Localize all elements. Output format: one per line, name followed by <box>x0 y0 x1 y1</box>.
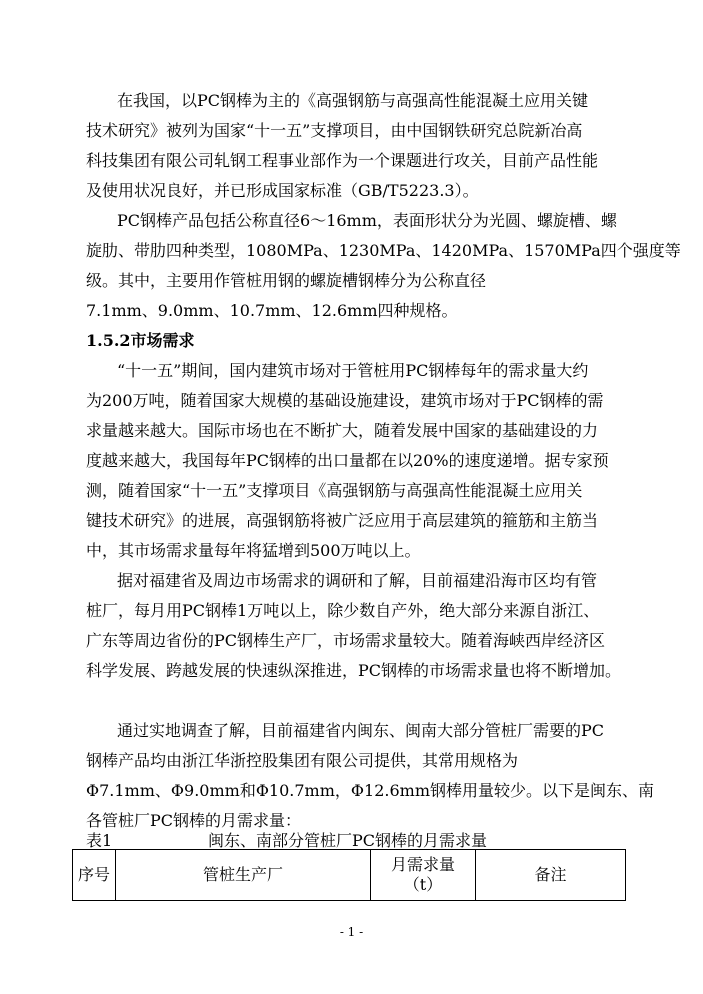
paragraph-2-line-2: 旋肋、带肋四种类型，1080MPa、1230MPa、1420MPa、1570MPa四个强度等 <box>86 241 681 260</box>
paragraph-3-line-3: 求量越来越大。国际市场也在不断扩大，随着发展中国家的基础建设的力 <box>86 421 599 440</box>
table-label: 表1 <box>86 831 113 850</box>
table-header-row <box>73 850 626 901</box>
page-number: - 1 - <box>339 925 364 939</box>
paragraph-2-line-1: PC钢棒产品包括公称直径6～16mm，表面形状分为光圆、螺旋槽、螺 <box>117 211 617 230</box>
demand-table <box>72 849 626 901</box>
paragraph-2-line-4: 7.1mm、9.0mm、10.7mm、12.6mm四种规格。 <box>86 301 458 320</box>
table-header-line: 月需求量 <box>390 855 455 874</box>
paragraph-4-line-3: 广东等周边省份的PC钢棒生产厂，市场需求量较大。随着海峡西岸经济区 <box>86 631 606 650</box>
paragraph-4-line-1: 据对福建省及周边市场需求的调研和了解，目前福建沿海市区均有管 <box>117 571 598 590</box>
table-header-line: （t） <box>403 875 443 894</box>
table-header-cell: 序号 <box>73 850 116 901</box>
table-caption: 闽东、南部分管桩厂PC钢棒的月需求量 <box>208 831 488 850</box>
paragraph-5-line-2: 钢棒产品均由浙江华浙控股集团有限公司提供，其常用规格为 <box>86 751 519 770</box>
paragraph-5-line-3: Φ7.1mm、Φ9.0mm和Φ10.7mm，Φ12.6mm钢棒用量较少。以下是闽东、南 <box>86 781 654 800</box>
paragraph-1-line-3: 科技集团有限公司轧钢工程事业部作为一个课题进行攻关，目前产品性能 <box>86 151 599 170</box>
paragraph-4-line-4: 科学发展、跨越发展的快速纵深推进，PC钢棒的市场需求量也将不断增加。 <box>86 661 622 680</box>
paragraph-5-line-1: 通过实地调查了解，目前福建省内闽东、闽南大部分管桩厂需要的PC <box>117 721 605 740</box>
paragraph-3-line-4: 度越来越大，我国每年PC钢棒的出口量都在以20%的速度递增。据专家预 <box>86 451 609 470</box>
table-header-cell: 管桩生产厂 <box>116 850 371 901</box>
paragraph-3-line-7: 中，其市场需求量每年将猛增到500万吨以上。 <box>86 541 421 560</box>
paragraph-1-line-1: 在我国，以PC钢棒为主的《高强钢筋与高强高性能混凝土应用关键 <box>117 91 589 110</box>
section-heading: 1.5.2市场需求 <box>86 331 195 350</box>
paragraph-5-line-4: 各管桩厂PC钢棒的月需求量： <box>86 811 302 830</box>
paragraph-3-line-5: 测，随着国家“十一五”支撑项目《高强钢筋与高强高性能混凝土应用关 <box>86 481 583 500</box>
paragraph-1-line-2: 技术研究》被列为国家“十一五”支撑项目，由中国钢铁研究总院新冶高 <box>86 121 583 140</box>
paragraph-3-line-6: 键技术研究》的进展，高强钢筋将被广泛应用于高层建筑的箍筋和主筋当 <box>86 511 599 530</box>
table-header-cell <box>371 850 476 901</box>
paragraph-4-line-2: 桩厂，每月用PC钢棒1万吨以上，除少数自产外，绝大部分来源自浙江、 <box>86 601 600 620</box>
paragraph-2-line-3: 级。其中，主要用作管桩用钢的螺旋槽钢棒分为公称直径 <box>86 271 487 290</box>
paragraph-3-line-1: “十一五”期间，国内建筑市场对于管桩用PC钢棒每年的需求量大约 <box>117 361 589 380</box>
paragraph-3-line-2: 为200万吨，随着国家大规模的基础设施建设，建筑市场对于PC钢棒的需 <box>86 391 604 410</box>
paragraph-1-line-4: 及使用状况良好，并已形成国家标准（GB/T5223.3）。 <box>86 181 479 200</box>
table-header-cell: 备注 <box>476 850 626 901</box>
